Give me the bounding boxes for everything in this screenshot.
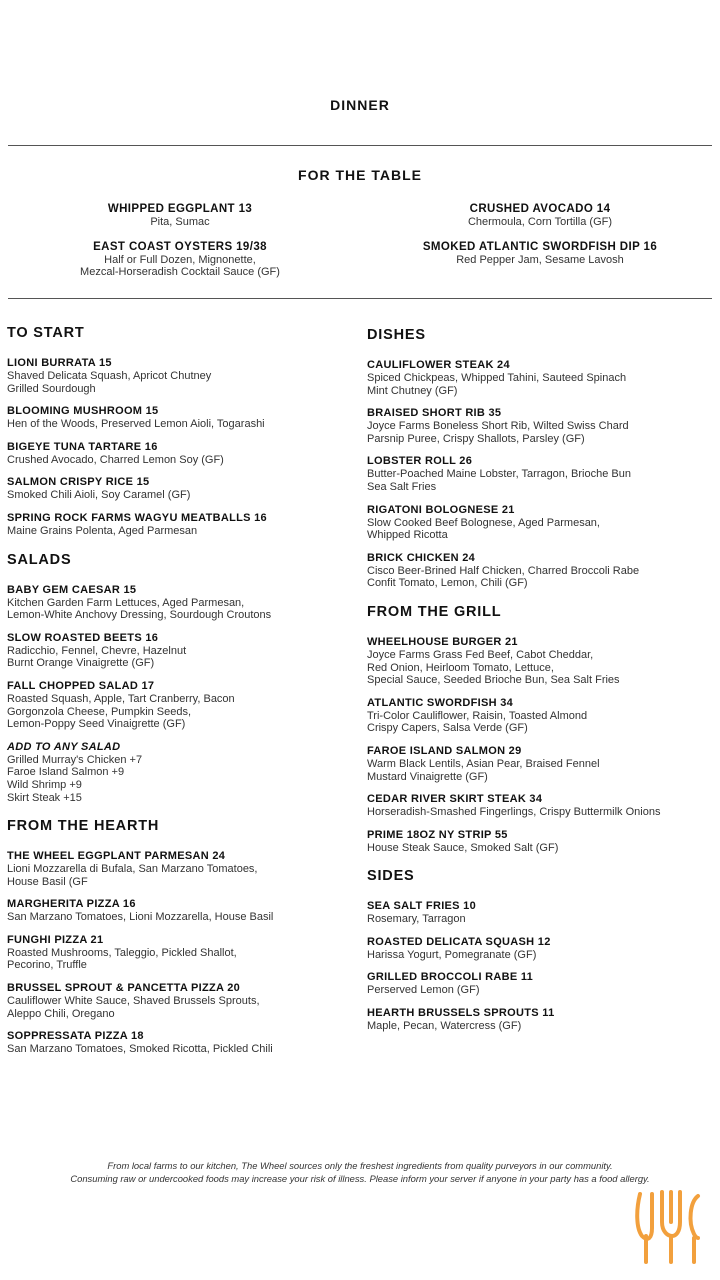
menu-item [367,697,712,735]
item-name: RIGATONI BOLOGNESE 21 [367,503,515,516]
item-desc: Roasted Mushrooms, Taleggio, Pickled Shallot, Pecorino, Truffle [7,946,237,972]
section-heading: DISHES [367,327,426,343]
item-name: SEA SALT FRIES 10 [367,900,477,913]
item-name: HEARTH BRUSSELS SPROUTS 11 [367,1007,555,1020]
menu-item [367,1007,712,1033]
item-name: BRAISED SHORT RIB 35 [367,407,502,420]
item-desc: Maple, Pecan, Watercress (GF) [367,1020,522,1033]
menu-right-column [367,325,712,1047]
item-name: BIGEYE TUNA TARTARE 16 [7,440,158,453]
item-desc: Butter-Poached Maine Lobster, Tarragon, Brioche Bun Sea Salt Fries [367,468,631,493]
item-desc: Shaved Delicata Squash, Apricot Chutney Grilled Sourdough [7,370,212,395]
item-desc: Radicchio, Fennel, Chevre, Hazelnut Burnt Orange Vinaigrette (GF) [7,644,187,670]
menu-item [7,441,352,467]
footer-allergy-note: Consuming raw or undercooked foods may increase your risk of illness. Please inform your server if anyone in your party has a food allergy. [70,1172,650,1184]
item-desc: Hen of the Woods, Preserved Lemon Aioli, Togarashi [7,418,265,431]
menu-item [7,898,352,924]
item-desc: Spiced Chickpeas, Whipped Tahini, Sauteed Spinach Mint Chutney (GF) [367,372,627,397]
item-name: BLOOMING MUSHROOM 15 [7,405,159,418]
item-desc: Chermoula, Corn Tortilla (GF) [467,216,613,228]
menu-item [7,584,352,622]
item-desc: Smoked Chili Aioli, Soy Caramel (GF) [7,489,191,502]
menu-item [367,793,712,819]
item-name: SPRING ROCK FARMS WAGYU MEATBALLS 16 [7,511,267,524]
section-heading: SIDES [367,868,415,885]
item-desc: Lioni Mozzarella di Bufala, San Marzano Tomatoes, House Basil (GF [7,863,258,888]
item-desc: Pita, Sumac [150,216,210,228]
item-name: MARGHERITA PIZZA 16 [7,898,136,911]
item-name: GRILLED BROCCOLI RABE 11 [367,971,534,984]
menu-item [367,552,712,590]
menu-item [367,745,712,783]
menu-item [7,632,352,670]
item-name: CEDAR RIVER SKIRT STEAK 34 [367,793,543,806]
menu-item [40,203,320,229]
item-name: ATLANTIC SWORDFISH 34 [367,696,514,709]
item-desc: Crushed Avocado, Charred Lemon Soy (GF) [7,453,224,466]
item-name: WHEELHOUSE BURGER 21 [367,635,518,648]
item-desc: San Marzano Tomatoes, Smoked Ricotta, Pickled Chili [7,1043,273,1056]
menu-left-column [7,323,352,1070]
menu-item [400,241,680,267]
item-name: SLOW ROASTED BEETS 16 [7,631,159,644]
menu-item [7,476,352,502]
item-name: FAROE ISLAND SALMON 29 [367,744,522,757]
menu-section [7,325,352,538]
item-name: SALMON CRISPY RICE 15 [7,476,150,489]
item-desc: Horseradish-Smashed Fingerlings, Crispy Buttermilk Onions [367,806,661,819]
menu-item [367,936,712,962]
menu-item [367,504,712,542]
menu-title: DINNER [330,97,390,113]
item-desc: Slow Cooked Beef Bolognese, Aged Parmesan, Whipped Ricotta [367,516,600,542]
item-desc: House Steak Sauce, Smoked Salt (GF) [367,841,559,854]
addon-list: Grilled Murray's Chicken +7 Faroe Island Salmon +9 Wild Shrimp +9 Skirt Steak +15 [7,753,143,804]
fork-spoon-logo-icon [632,1188,704,1268]
item-name: EAST COAST OYSTERS 19/38 [93,240,267,253]
item-name: BABY GEM CAESAR 15 [7,583,137,596]
menu-item [7,982,352,1020]
divider-top [8,145,712,146]
item-desc: Joyce Farms Boneless Short Rib, Wilted Swiss Chard Parsnip Puree, Crispy Shallots, Parsley (GF) [367,420,629,445]
item-name: SMOKED ATLANTIC SWORDFISH DIP 16 [422,240,658,253]
for-the-table-right [400,203,680,278]
divider-middle [8,298,712,299]
item-name: LIONI BURRATA 15 [7,357,112,369]
item-name: CRUSHED AVOCADO 14 [469,203,611,215]
menu-section [7,818,352,1056]
item-name: PRIME 18OZ NY STRIP 55 [367,828,508,841]
menu-section [367,604,712,854]
menu-item [367,900,712,926]
item-desc: Warm Black Lentils, Asian Pear, Braised Fennel Mustard Vinaigrette (GF) [367,757,600,783]
item-desc: Cauliflower White Sauce, Shaved Brussels Sprouts, Aleppo Chili, Oregano [7,995,260,1020]
item-name: LOBSTER ROLL 26 [367,455,473,468]
menu-item [367,407,712,445]
item-desc: Maine Grains Polenta, Aged Parmesan [7,524,198,537]
section-heading: FROM THE HEARTH [7,818,160,835]
section-heading: FROM THE GRILL [367,603,502,620]
menu-item [367,636,712,687]
item-desc: Kitchen Garden Farm Lettuces, Aged Parmesan, Lemon-White Anchovy Dressing, Sourdough Croutons [7,596,272,622]
item-name: WHIPPED EGGPLANT 13 [107,203,253,215]
menu-section [367,868,712,1032]
item-name: FALL CHOPPED SALAD 17 [7,679,155,692]
section-heading: TO START [7,325,85,341]
menu-item [7,850,352,888]
for-the-table-left [40,203,320,291]
footer-sourcing-note: From local farms to our kitchen, The Wheel sources only the freshest ingredients from quality purveyors in our community. [107,1160,613,1171]
item-desc: Joyce Farms Grass Fed Beef, Cabot Cheddar, Red Onion, Heirloom Tomato, Lettuce, Special Sauce, Seeded Brioche Bun, Sea Salt Fries [367,648,620,687]
item-desc: Tri-Color Cauliflower, Raisin, Toasted Almond Crispy Capers, Salsa Verde (GF) [367,709,588,735]
item-desc: Red Pepper Jam, Sesame Lavosh [456,253,624,266]
for-the-table-heading: FOR THE TABLE [298,167,422,183]
item-name: BRICK CHICKEN 24 [367,551,476,564]
menu-section [7,552,352,805]
menu-item [7,934,352,972]
item-name: BRUSSEL SPROUT & PANCETTA PIZZA 20 [7,982,241,995]
item-name: FUNGHI PIZZA 21 [7,933,104,946]
item-name: CAULIFLOWER STEAK 24 [367,359,510,371]
menu-item [7,1030,352,1056]
menu-item [7,357,352,395]
menu-item [367,455,712,493]
item-desc: Harissa Yogurt, Pomegranate (GF) [367,948,537,961]
item-desc: Cisco Beer-Brined Half Chicken, Charred Broccoli Rabe Confit Tomato, Lemon, Chili (GF) [367,564,640,590]
item-name: SOPPRESSATA PIZZA 18 [7,1030,144,1043]
item-name: ROASTED DELICATA SQUASH 12 [367,935,551,948]
menu-item [7,512,352,538]
menu-item [40,241,320,279]
menu-footer [0,1160,720,1185]
item-desc: Half or Full Dozen, Mignonette, Mezcal-Horseradish Cocktail Sauce (GF) [80,253,280,278]
item-name: THE WHEEL EGGPLANT PARMESAN 24 [7,850,226,863]
item-desc: Rosemary, Tarragon [367,913,466,926]
item-desc: Roasted Squash, Apple, Tart Cranberry, Bacon Gorgonzola Cheese, Pumpkin Seeds, Lemon-Poppy Seed Vinaigrette (GF) [7,692,235,731]
salad-addons [7,741,352,804]
menu-item [7,405,352,431]
menu-item [400,203,680,229]
addon-heading: ADD TO ANY SALAD [7,740,121,753]
menu-item [7,680,352,731]
item-desc: Perserved Lemon (GF) [367,984,480,997]
section-heading: SALADS [7,551,72,568]
menu-item [367,359,712,397]
menu-section [367,327,712,590]
item-desc: San Marzano Tomatoes, Lioni Mozzarella, House Basil [7,911,274,924]
menu-item [367,971,712,997]
menu-item [367,829,712,855]
